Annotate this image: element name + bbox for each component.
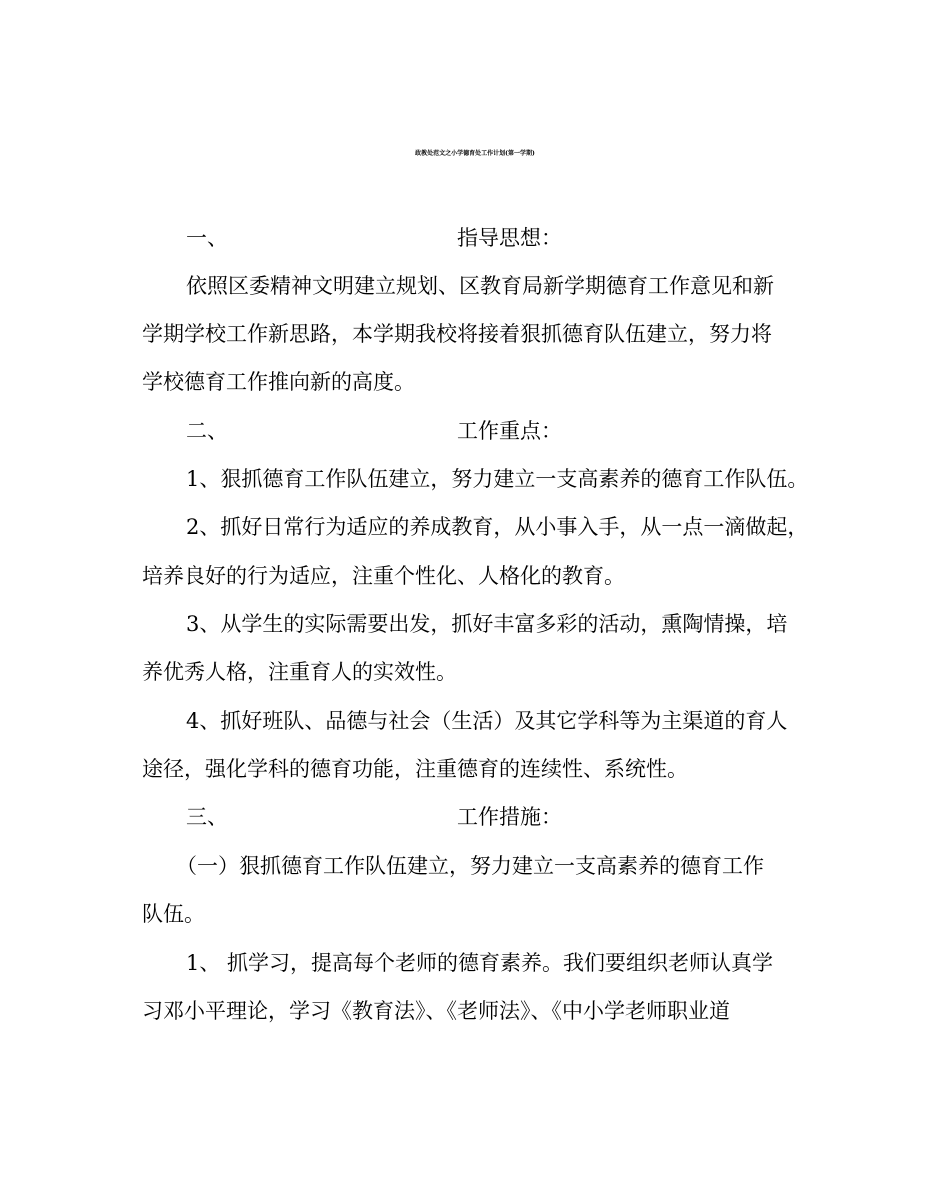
- section-3-number: 三、: [186, 805, 228, 829]
- paragraph-line: 培养良好的行为适应，注重个性化、人格化的教育。: [142, 564, 625, 588]
- section-1-heading: 指导思想：: [457, 226, 562, 250]
- paragraph-line: 1、 抓学习，提高每个老师的德育素养。我们要组织老师认真学: [186, 951, 774, 975]
- paragraph-line: 4、抓好班队、品德与社会（生活）及其它学科等为主渠道的育人: [186, 709, 788, 733]
- paragraph-line: 队伍。: [142, 902, 205, 926]
- section-2-number: 二、: [186, 419, 228, 443]
- paragraph-line: 学期学校工作新思路，本学期我校将接着狠抓德育队伍建立，努力将: [142, 322, 772, 346]
- paragraph-line: 途径，强化学科的德育功能，注重德育的连续性、系统性。: [142, 757, 688, 781]
- section-1-number: 一、: [186, 226, 228, 250]
- paragraph-line: 依照区委精神文明建立规划、区教育局新学期德育工作意见和新: [186, 274, 774, 298]
- paragraph-line: 习邓小平理论，学习《教育法》、《老师法》、《中小学老师职业道: [142, 999, 730, 1023]
- paragraph-line: 2、抓好日常行为适应的养成教育，从小事入手，从一点一滴做起，: [186, 515, 809, 539]
- document-title: 政教处范文之小学德育处工作计划(第一学期): [415, 150, 535, 157]
- paragraph-line: 1、狠抓德育工作队伍建立，努力建立一支高素养的德育工作队伍。: [186, 467, 809, 491]
- section-2-heading: 工作重点：: [457, 419, 562, 443]
- paragraph-line: 学校德育工作推向新的高度。: [142, 370, 415, 394]
- section-3-heading: 工作措施：: [457, 805, 562, 829]
- paragraph-line: （一）狠抓德育工作队伍建立，努力建立一支高素养的德育工作: [176, 854, 764, 878]
- paragraph-line: 3、从学生的实际需要出发，抓好丰富多彩的活动，熏陶情操，培: [186, 612, 788, 636]
- paragraph-line: 养优秀人格，注重育人的实效性。: [142, 660, 457, 684]
